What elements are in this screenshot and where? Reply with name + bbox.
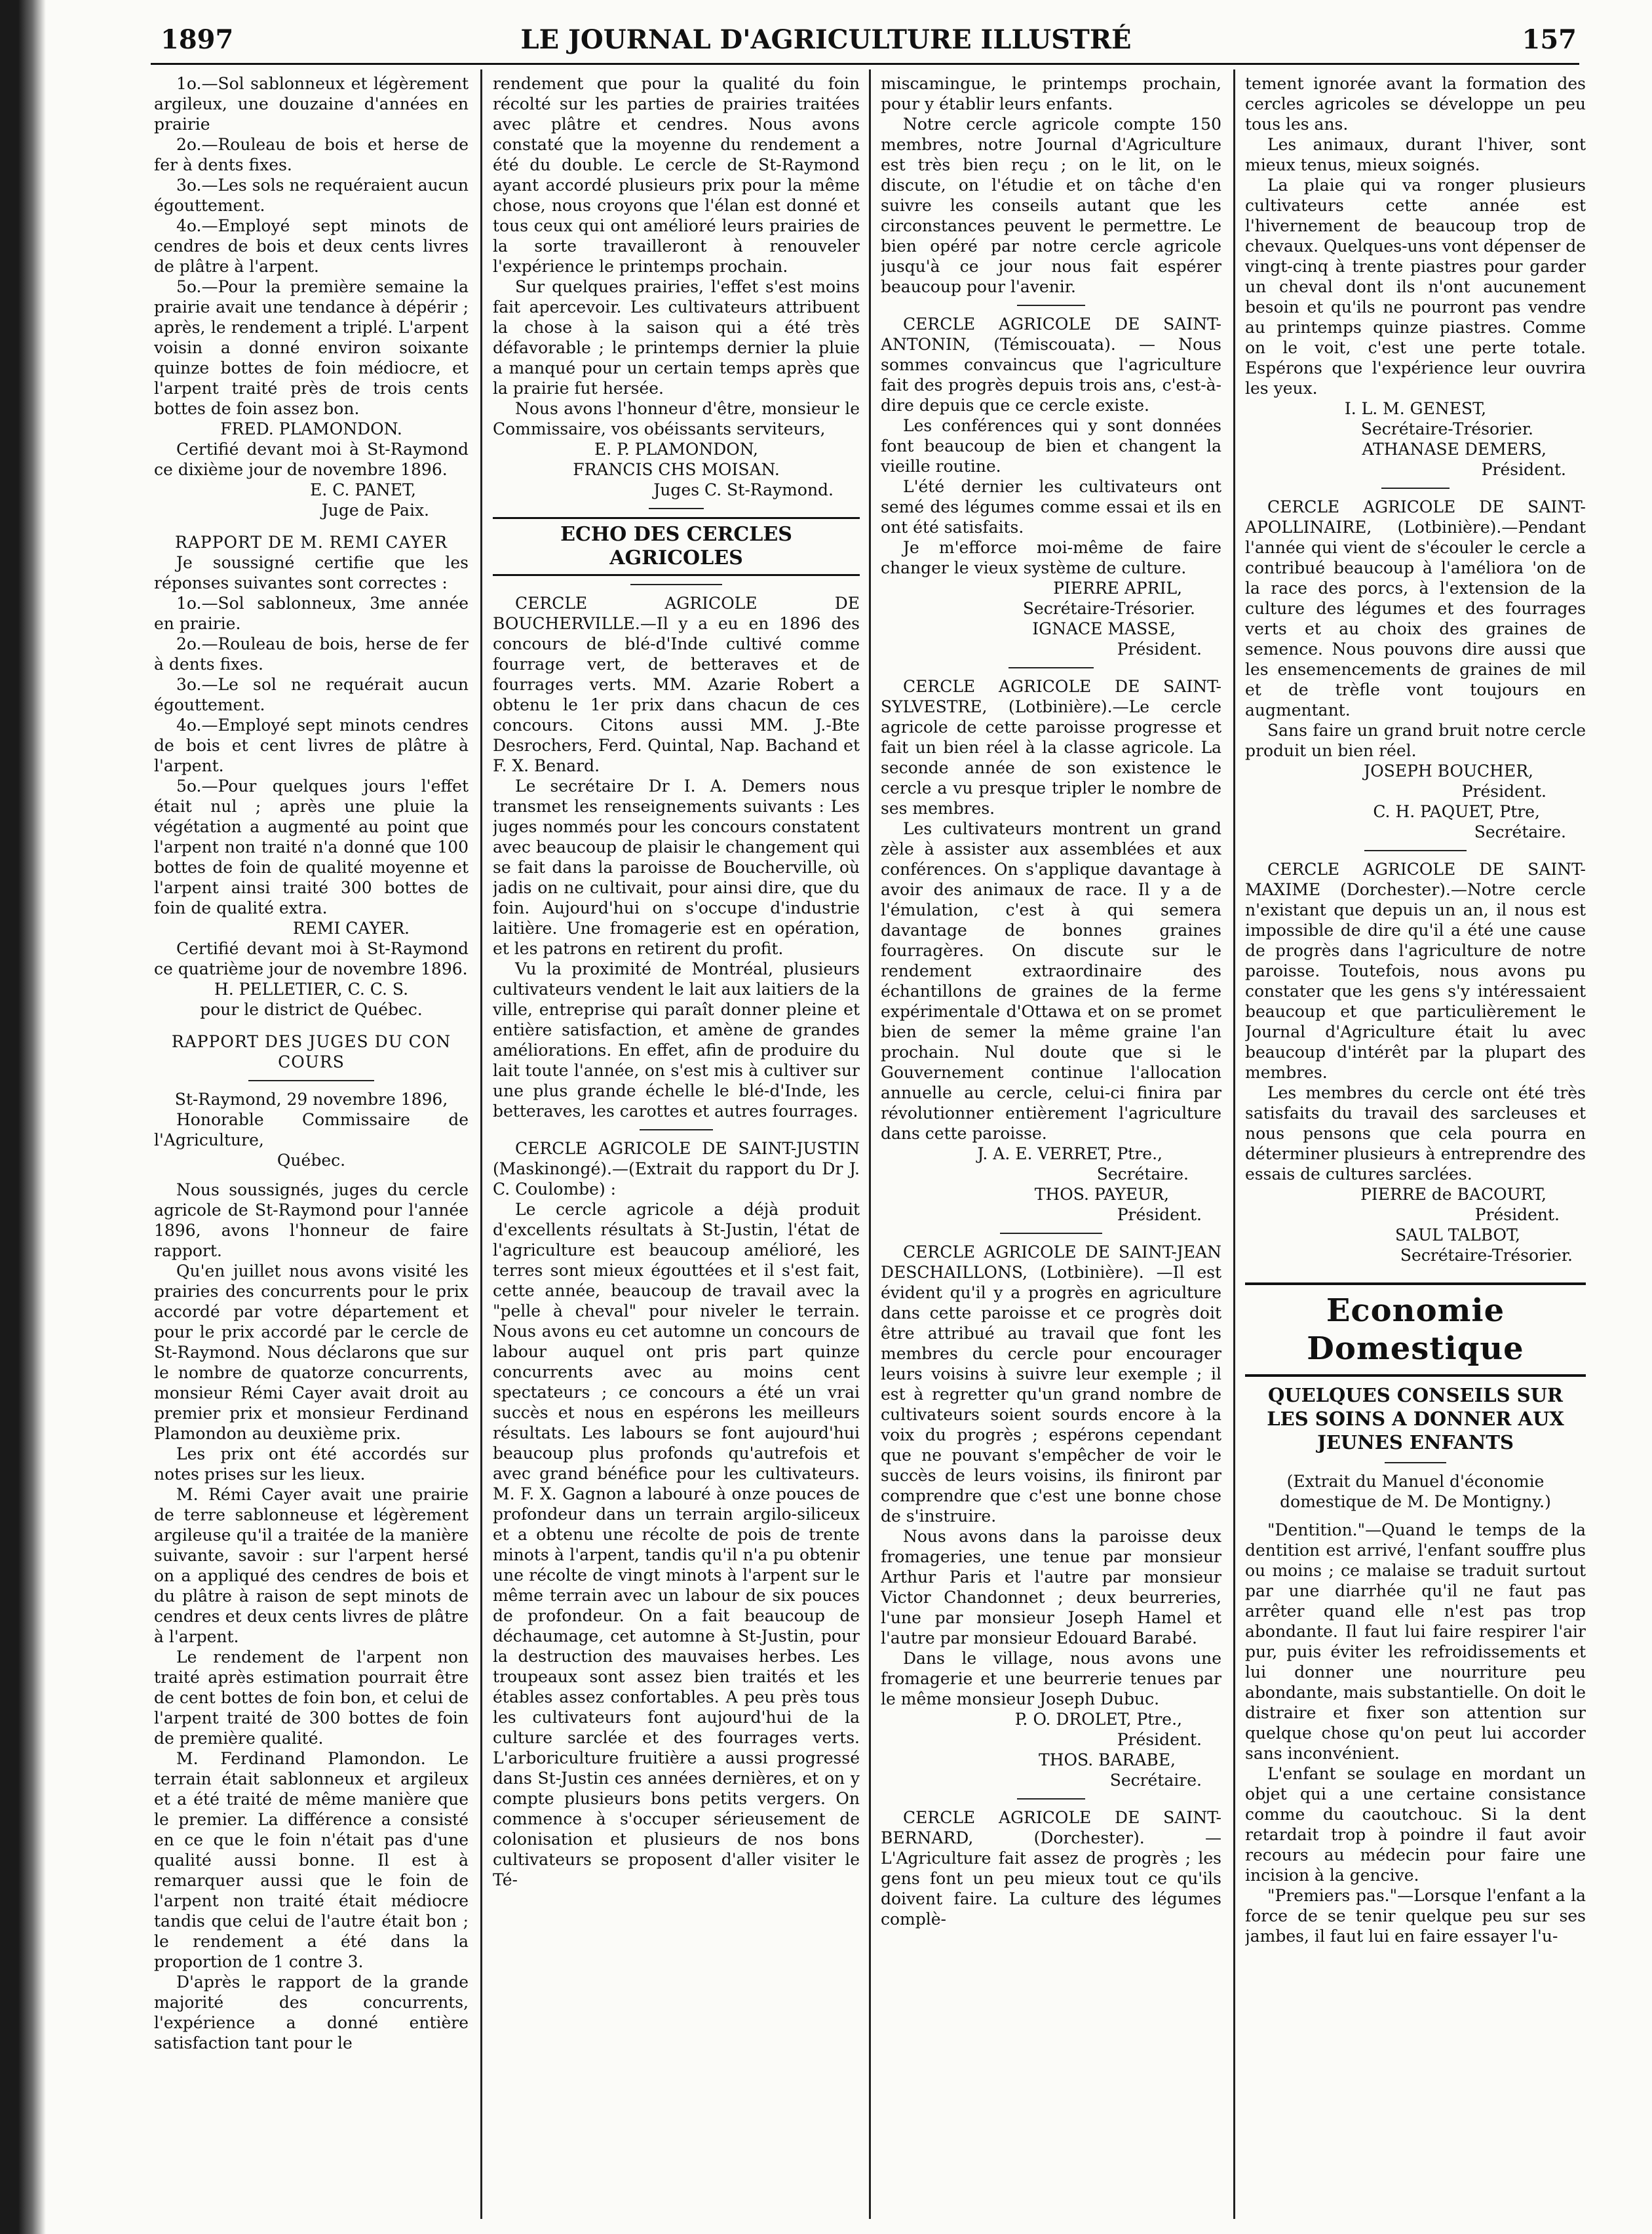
signature: P. O. DROLET, Ptre., <box>1014 1710 1182 1729</box>
signature: I. L. M. GENEST, <box>1344 399 1487 418</box>
signature: PIERRE de BACOURT, <box>1360 1185 1546 1204</box>
signature-title: Secrétaire-Trésorier. <box>1360 419 1533 438</box>
signature: JOSEPH BOUCHER, <box>1364 761 1533 780</box>
signature-title: Président. <box>1461 782 1546 801</box>
paragraph: 1o.—Sol sablonneux et légèrement argileux, une douzaine d'années en prairie <box>154 74 469 134</box>
signature: C. H. PAQUET, Ptre, <box>1373 802 1540 821</box>
signature: H. PELLETIER, C. C. S. <box>214 980 409 999</box>
section-heading: RAPPORT DES JUGES DU CON COURS <box>171 1032 451 1071</box>
paragraph: La plaie qui va ronger plusieurs cultivateurs cette année est l'hivernement de beaucoup trop de chevaux. Quelques-uns vont dépenser de vingt-cinq à trente piastres pour garder un cheval dont ils n'ont aucunement besoin et qu'ils ne pourront pas vendre au printemps quinze piastres. Comme on le voit, c'est une perte totale. Espérons que l'expérience leur ouvrira les yeux. <box>1245 176 1586 398</box>
divider <box>248 1080 374 1081</box>
paragraph: 4o.—Employé sept minots de cendres de bois et deux cents livres de plâtre à l'arpent. <box>154 216 469 276</box>
signature: FRANCIS CHS MOISAN. <box>573 460 780 479</box>
signature: THOS. PAYEUR, <box>1034 1185 1169 1204</box>
paragraph: CERCLE AGRICOLE DE SAINT-ANTONIN, (Témiscouata). — Nous sommes convaincus que l'agriculture fait des progrès depuis trois ans, c'est-à-dire depuis que ce cercle existe. <box>881 315 1221 415</box>
dateline: St-Raymond, 29 novembre 1896, <box>174 1090 448 1109</box>
paragraph: CERCLE AGRICOLE DE SAINT-JEAN DESCHAILLONS, (Lotbinière). —Il est évident qu'il y a progrès en agriculture dans cette paroisse et ce progrès doit être attribué au travail que font les membres du cercle pour encourager leurs voisins à suivre leur exemple ; il est à regretter qu'un grand nombre de cultivateurs soient sourds encore à la voix du progrès ; espérons cependant que ne pouvant s'empêcher de voir le succès de leurs voisins, ils finiront par comprendre que c'est une bonne chose de s'instruire. <box>881 1242 1221 1526</box>
paragraph: Je soussigné certifie que les réponses suivantes sont correctes : <box>154 553 469 592</box>
paragraph: Les membres du cercle ont été très satisfaits du travail des sarcleuses et nous pensons que cela pourra en déterminer plusieurs à entreprendre des essais de cultures sarclées. <box>1245 1083 1586 1184</box>
column-1 <box>154 73 469 2216</box>
signature: FRED. PLAMONDON. <box>220 419 402 438</box>
paragraph: M. Rémi Cayer avait une prairie de terre sablonneuse et légèrement argileuse qu'il a traitée de la manière suivante, savoir : sur l'arpent hersé on a appliqué des cendres de bois et du plâtre à raison de sept minots de cendres et deux cents livres de plâtre à l'arpent. <box>154 1485 469 1646</box>
paragraph: 5o.—Pour quelques jours l'effet était nul ; après une pluie la végétation a augmenté au point que l'arpent non traité n'a donné que 100 bottes de foin de qualité moyenne et l'arpent ainsi traité 300 bottes de foin de qualité extra. <box>154 777 469 917</box>
signature-title: Président. <box>1117 1205 1202 1224</box>
page-binding-edge <box>0 0 46 2234</box>
signature-title: Juge de Paix. <box>321 501 429 520</box>
header-page-number: 157 <box>1522 24 1577 55</box>
paragraph: Le secrétaire Dr I. A. Demers nous transmet les renseignements suivants : Les juges nommés pour les concours constatent avec beaucoup de plaisir le changement qui se fait dans la paroisse de Boucherville, où jadis on ne cultivait, pour ainsi dire, que du foin. Aujourd'hui on s'occupe d'industrie laitière. Une fromagerie est en opération, et les patrons en retirent du profit. <box>493 777 860 958</box>
paragraph: CERCLE AGRICOLE DE SAINT-JUSTIN (Maskinongé).—(Extrait du rapport du Dr J. C. Coulombe) : <box>493 1139 860 1199</box>
paragraph: Sur quelques prairies, l'effet s'est moins fait apercevoir. Les cultivateurs attribuent la chose à la saison qui a été très défavorable ; le printemps dernier la pluie a manqué pour un certain temps après que la prairie fut hersée. <box>493 277 860 398</box>
signature: SAUL TALBOT, <box>1394 1225 1520 1244</box>
paragraph: L'été dernier les cultivateurs ont semé des légumes comme essai et ils en ont été satisfaits. <box>881 477 1221 537</box>
signature: E. P. PLAMONDON, <box>594 440 758 459</box>
divider <box>1000 1233 1102 1234</box>
signature-title: pour le district de Québec. <box>200 1000 423 1019</box>
divider <box>649 508 704 509</box>
paragraph: "Dentition."—Quand le temps de la dentition est arrivé, l'enfant souffre plus ou moins ; ce malaise se traduit surtout par une diarrhée qu'il ne faut pas arrêter quand elle n'est pas trop abondante. Il faut lui faire respirer l'air pur, puis éviter les refroidissements et lui donner une nourriture peu abondante, mais substantielle. On doit le distraire et fixer son attention sur quelque chose qu'on peut lui accorder sans inconvénient. <box>1245 1520 1586 1763</box>
paragraph: 3o.—Le sol ne requérait aucun égouttement. <box>154 675 469 714</box>
signature-title: Président. <box>1117 1730 1202 1749</box>
paragraph: Qu'en juillet nous avons visité les prairies des concurrents pour le prix accordé par votre département et pour le prix accordé par le cercle de St-Raymond. Nous déclarons que sur le nombre de quatorze concurrents, monsieur Rémi Cayer avait droit au premier prix et monsieur Ferdinand Plamondon au deuxième prix. <box>154 1261 469 1443</box>
article-source: (Extrait du Manuel d'économie domestique de M. De Montigny.) <box>1280 1472 1551 1511</box>
header-rule <box>151 63 1579 65</box>
paragraph: Nous avons dans la paroisse deux fromageries, une tenue par monsieur Arthur Paris et l'autre par monsieur Victor Chandonnet ; deux beurreries, l'une par monsieur Joseph Hamel et l'autre par monsieur Edouard Barabé. <box>881 1527 1221 1647</box>
column-3 <box>881 73 1221 2216</box>
paragraph: CERCLE AGRICOLE DE SAINT-SYLVESTRE, (Lotbinière).—Le cercle agricole de cette paroisse progresse et fait un bien réel à la classe agricole. La seconde année de son existence le cercle a vu presque tripler le nombre de ses membres. <box>881 677 1221 818</box>
header-year: 1897 <box>161 24 234 55</box>
paragraph: "Premiers pas."—Lorsque l'enfant a la force de se tenir quelque peu sur ses jambes, il faut lui en faire essayer l'u- <box>1245 1886 1586 1946</box>
paragraph: Honorable Commissaire de l'Agriculture, <box>154 1110 469 1149</box>
section-heading: ECHO DES CERCLES AGRICOLES <box>493 517 860 576</box>
section-masthead: Economie Domestique <box>1245 1282 1586 1377</box>
paragraph: Vu la proximité de Montréal, plusieurs cultivateurs vendent le lait aux laitiers de la ville, entreprise qui paraît donner pleine et entière satisfaction, et amène de grandes améliorations. En effet, afin de produire du lait toute l'année, on s'est mis à cultiver sur une plus grande échelle le blé-d'Inde, les betteraves, les carottes et autres fourrages. <box>493 959 860 1121</box>
signature-title: Président. <box>1117 640 1202 659</box>
signature-title: Secrétaire. <box>1096 1165 1189 1184</box>
paragraph: tement ignorée avant la formation des cercles agricoles se développe un peu tous les ans. <box>1245 74 1586 134</box>
paragraph: 2o.—Rouleau de bois, herse de fer à dents fixes. <box>154 634 469 674</box>
column-divider <box>1233 69 1235 2219</box>
paragraph: 5o.—Pour la première semaine la prairie avait une tendance à dépérir ; après, le rendement a triplé. L'arpent voisin a donné environ soixante quinze bottes de foin médiocre, et l'arpent traité près de trois cents bottes de foin assez bon. <box>154 277 469 418</box>
paragraph: CERCLE AGRICOLE DE BOUCHERVILLE.—Il y a eu en 1896 des concours de blé-d'Inde cultivé comme fourrage vert, de betteraves et de fourrages verts. MM. Azarie Robert a obtenu le 1er prix dans chacun de ces concours. Citons aussi MM. J.-Bte Desrochers, Ferd. Quintal, Nap. Bachand et F. X. Benard. <box>493 594 860 775</box>
paragraph: CERCLE AGRICOLE DE SAINT-APOLLINAIRE, (Lotbinière).—Pendant l'année qui vient de s'écouler le cercle a contribué beaucoup à l'améliora 'on de la race des porcs, à l'extension de la culture des légumes et des fourrages verts et au choix des graines de semence. Nous pouvons dire aussi que les ensemencements de graines de mil et de trèfle vont toujours en augmentant. <box>1245 497 1586 720</box>
paragraph: 3o.—Les sols ne requéraient aucun égouttement. <box>154 176 469 215</box>
paragraph: Les cultivateurs montrent un grand zèle à assister aux assemblées et aux conférences. On s'applique davantage à avoir des animaux de race. Il y a de l'émulation, c'est à qui semera davantage de bonnes graines fourragères. On discute sur le rendement extraordinaire des échantillons de graines de la ferme expérimentale d'Ottawa et on se promet bien de semer la même graine l'an prochain. Nul doute que si le Gouvernement continue l'allocation annuelle au cercle, celui-ci finira par révolutionner entièrement l'agriculture dans cette paroisse. <box>881 819 1221 1143</box>
paragraph: Le rendement de l'arpent non traité après estimation pourrait être de cent bottes de foin bon, et celui de l'arpent traité de 300 bottes de foin de première qualité. <box>154 1647 469 1748</box>
divider <box>1008 667 1094 668</box>
paragraph: Sans faire un grand bruit notre cercle produit un bien réel. <box>1245 721 1586 760</box>
paragraph: CERCLE AGRICOLE DE SAINT-BERNARD, (Dorchester). — L'Agriculture fait assez de progrès ; les gens font un peu mieux tout ce qu'ils doivent faire. La culture des légumes complè- <box>881 1808 1221 1929</box>
signature-title: Secrétaire. <box>1109 1771 1202 1790</box>
divider <box>640 1129 713 1130</box>
paragraph: Le cercle agricole a déjà produit d'excellents résultats à St-Justin, l'état de l'agriculture est beaucoup amélioré, les terres sont mieux égouttées et il s'est fait, cette année, beaucoup de travail avec la "pelle à cheval" pour niveler le terrain. Nous avons eu cet automne un concours de labour auquel ont pris part quinze concurrents avec au moins cent spectateurs ; ce concours a été un vrai succès et nous en espérons les meilleurs résultats. Les labours se font aujourd'hui beaucoup plus profonds qu'autrefois et avec grand bénéfice pour les cultivateurs. M. F. X. Gagnon a labouré à onze pouces de profondeur dans un terrain argilo-siliceux et a obtenu une récolte de pois de trente minots à l'arpent, tandis qu'il n'a pu obtenir une récolte de vingt minots à l'arpent sur le même terrain avec un labour de six pouces de profondeur. On a fait beaucoup de déchaumage, cet automne à St-Justin, pour la destruction des mauvaises herbes. Les troupeaux sont assez bien traités et les étables assez confortables. A peu près tous les cultivateurs font aujourd'hui de la culture sarclée et des fourrages verts. L'arboriculture fruitière a aussi progressé dans St-Justin ces années dernières, et on y compte plusieurs bons petits vergers. On commence à s'occuper sérieusement de colonisation et plusieurs de nos bons cultivateurs se proposent d'aller visiter le Té- <box>493 1200 860 1889</box>
paragraph: Les conférences qui y sont données font beaucoup de bien et changent la vieille routine. <box>881 416 1221 476</box>
column-4 <box>1245 73 1586 2216</box>
paragraph: Nous soussignés, juges du cercle agricole de St-Raymond pour l'année 1896, avons l'honneur de faire rapport. <box>154 1180 469 1260</box>
paragraph: L'enfant se soulage en mordant un objet qui a une certaine consistance comme du caoutchouc. Si la dent retardait trop à poindre il faut avoir recours au médecin pour faire une incision à la gencive. <box>1245 1764 1586 1885</box>
paragraph: 2o.—Rouleau de bois et herse de fer à dents fixes. <box>154 135 469 174</box>
section-heading: RAPPORT DE M. REMI CAYER <box>175 533 448 552</box>
signature-title: Secrétaire-Trésorier. <box>1400 1246 1573 1265</box>
paragraph: 4o.—Employé sept minots cendres de bois et cent livres de plâtre à l'arpent. <box>154 716 469 775</box>
signature: ATHANASE DEMERS, <box>1362 440 1546 459</box>
paragraph: Les animaux, durant l'hiver, sont mieux tenus, mieux soignés. <box>1245 135 1586 174</box>
signature-title: Secrétaire. <box>1474 822 1566 841</box>
paragraph: Je m'efforce moi-même de faire changer le vieux système de culture. <box>881 538 1221 577</box>
column-divider <box>869 69 871 2219</box>
divider <box>1364 850 1467 851</box>
paragraph: Dans le village, nous avons une fromagerie et une beurrerie tenues par le même monsieur Joseph Dubuc. <box>881 1649 1221 1708</box>
paragraph: D'après le rapport de la grande majorité des concurrents, l'expérience a donné entière satisfaction tant pour le <box>154 1973 469 2052</box>
paragraph: Certifié devant moi à St-Raymond ce quatrième jour de novembre 1896. <box>154 939 469 978</box>
header-title: LE JOURNAL D'AGRICULTURE ILLUSTRÉ <box>520 24 1132 55</box>
column-divider <box>480 69 482 2219</box>
paragraph: Certifié devant moi à St-Raymond ce dixième jour de novembre 1896. <box>154 440 469 479</box>
paragraph: Notre cercle agricole compte 150 membres, notre Journal d'Agriculture est très bien reçu ; on le lit, on le discute, on l'étudie et on tâche d'en suivre les conseils autant que les circonstances peuvent le permettre. Le bien opéré par notre cercle agricole jusqu'à ce jour nous fait espérer beaucoup pour l'avenir. <box>881 115 1221 296</box>
signature: THOS. BARABE, <box>1039 1750 1176 1769</box>
signature-title: Juges C. St-Raymond. <box>653 480 834 499</box>
paragraph: Québec. <box>277 1151 346 1170</box>
divider <box>1017 305 1085 306</box>
paragraph: rendement que pour la qualité du foin récolté sur les parties de prairies traitées avec plâtre et cendres. Nous avons constaté que la moyenne du rendement a été du double. Le cercle de St-Raymond ayant accordé plusieurs prix pour la même chose, nous croyons que l'élan est donné et tous ceux qui ont amélioré leurs prairies de la sorte travailleront à renouveler l'expérience le printemps prochain. <box>493 74 860 276</box>
signature: PIERRE APRIL, <box>1053 579 1182 598</box>
divider <box>1385 1462 1446 1463</box>
paragraph: miscamingue, le printemps prochain, pour y établir leurs enfants. <box>881 74 1221 113</box>
divider <box>630 584 722 585</box>
signature-title: Président. <box>1474 1205 1560 1224</box>
paragraph: Nous avons l'honneur d'être, monsieur le Commissaire, vos obéissants serviteurs, <box>493 399 860 438</box>
column-2 <box>493 73 860 2216</box>
divider <box>1017 1798 1085 1800</box>
signature: J. A. E. VERRET, Ptre., <box>977 1144 1162 1163</box>
paragraph: Les prix ont été accordés sur notes prises sur les lieux. <box>154 1444 469 1484</box>
signature: E. C. PANET, <box>310 480 416 499</box>
paragraph: CERCLE AGRICOLE DE SAINT-MAXIME (Dorchester).—Notre cercle n'existant que depuis un an, il nous est impossible de dire qu'il a été une cause de progrès dans l'agriculture de notre paroisse. Toutefois, nous avons pu constater que les gens s'y intéressaient beaucoup et que particulièrement le Journal d'Agriculture était lu avec beaucoup d'intérêt par la plupart des membres. <box>1245 860 1586 1082</box>
signature-title: Secrétaire-Trésorier. <box>1022 599 1195 618</box>
signature: IGNACE MASSE, <box>1032 619 1176 638</box>
signature: REMI CAYER. <box>292 919 410 938</box>
divider <box>1381 488 1450 489</box>
article-title: QUELQUES CONSEILS SUR LES SOINS A DONNER AUX JEUNES ENFANTS <box>1267 1384 1564 1454</box>
paragraph: M. Ferdinand Plamondon. Le terrain était sablonneux et argileux et a été traité de même manière que le premier. La différence a consisté en ce que le foin n'était pas d'une qualité aussi bonne. Il est à remarquer aussi que le foin de l'arpent non traité était médiocre tandis que celui de l'autre était bon ; le rendement a été dans la proportion de 1 contre 3. <box>154 1749 469 1971</box>
signature-title: Président. <box>1481 460 1566 479</box>
paragraph: 1o.—Sol sablonneux, 3me année en prairie. <box>154 594 469 633</box>
